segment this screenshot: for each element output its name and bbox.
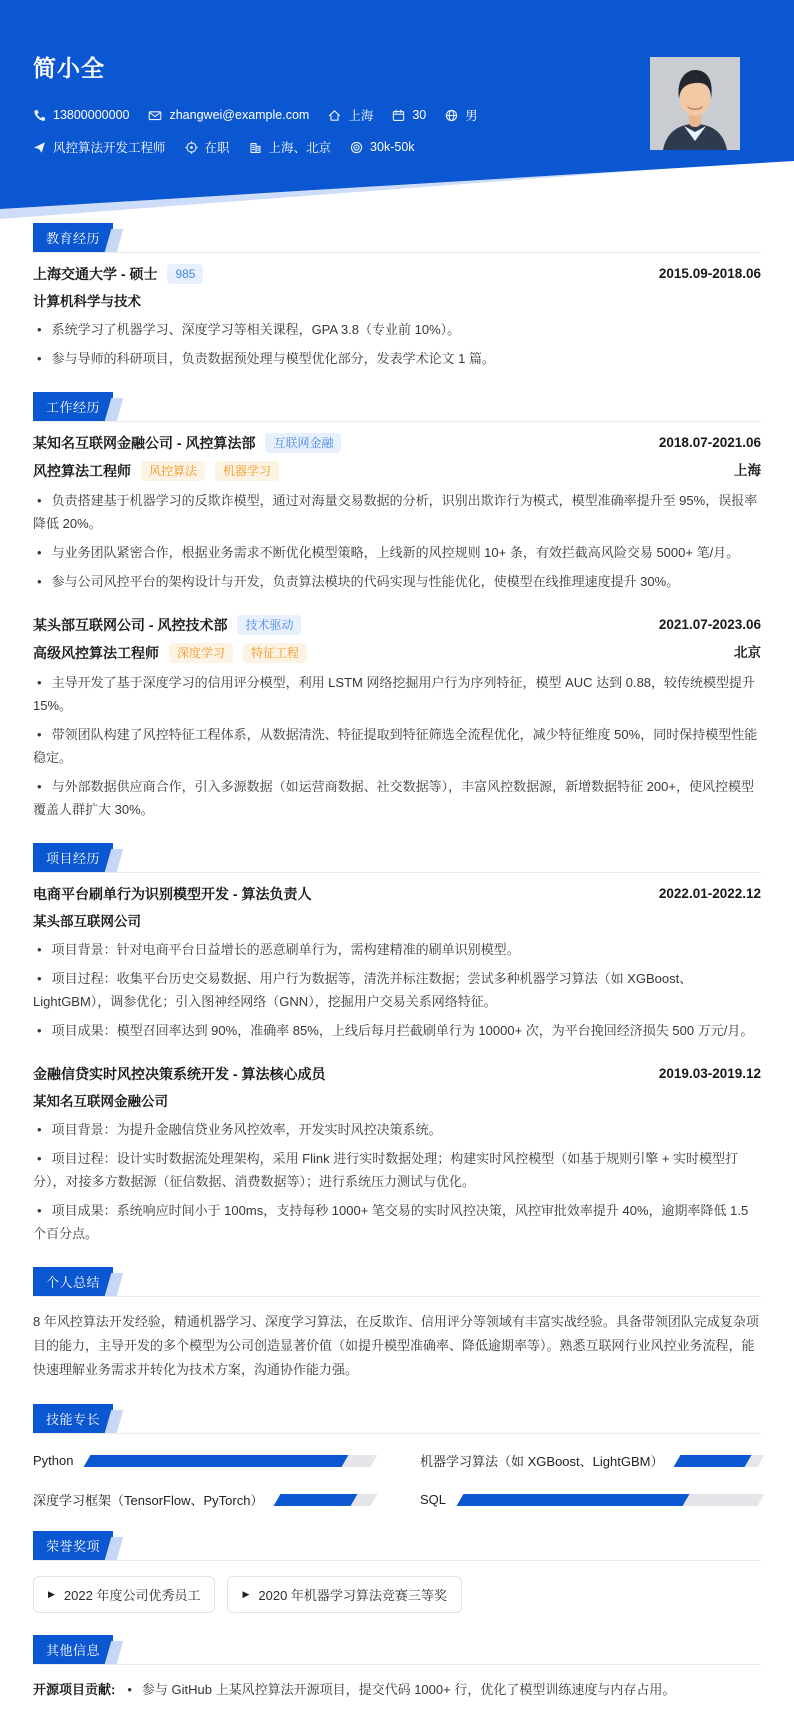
project-entry bbox=[33, 884, 761, 1042]
entry-header-row bbox=[33, 264, 761, 284]
skill-item bbox=[420, 1451, 761, 1470]
contact-text: 30k-50k bbox=[370, 140, 415, 154]
skill-fill bbox=[457, 1494, 690, 1506]
contact-text: 上海、北京 bbox=[268, 141, 332, 155]
contact-item bbox=[445, 106, 478, 124]
salary-icon bbox=[350, 141, 363, 154]
contact-text: 13800000000 bbox=[53, 108, 130, 122]
section-title-chip: 工作经历 bbox=[33, 392, 113, 421]
major-name: 计算机科学与技术 bbox=[33, 294, 141, 309]
home-icon bbox=[328, 109, 341, 122]
contact-item bbox=[350, 140, 414, 154]
bullet-dot: • bbox=[37, 779, 42, 794]
bullet-dot: • bbox=[37, 493, 42, 508]
bullet-dot: • bbox=[37, 1203, 42, 1218]
position-icon bbox=[33, 141, 46, 154]
bullet-dot: • bbox=[37, 574, 42, 589]
contact-text: zhangwei@example.com bbox=[169, 108, 310, 122]
avatar bbox=[650, 57, 740, 150]
project-name: 电商平台刷单行为识别模型开发 - 算法负责人 bbox=[33, 886, 312, 902]
education-entry bbox=[33, 264, 761, 370]
entry-header-row bbox=[33, 643, 761, 663]
skill-bar bbox=[274, 1494, 377, 1506]
section-header bbox=[33, 1531, 761, 1561]
other-info-line bbox=[33, 1678, 761, 1701]
contact-item bbox=[185, 138, 230, 156]
contact-text: 男 bbox=[465, 109, 478, 123]
bullet-dot: • bbox=[37, 1151, 42, 1166]
contact-item bbox=[328, 106, 373, 124]
bullet-item: • 项目背景：为提升金融信贷业务风控效率，开发实时风控决策系统。 bbox=[37, 1122, 442, 1137]
section-work bbox=[33, 392, 761, 821]
company-tag: 技术驱动 bbox=[237, 615, 301, 635]
section-header bbox=[33, 223, 761, 253]
section-title-chip: 技能专长 bbox=[33, 1404, 113, 1433]
contact-item bbox=[249, 138, 332, 156]
honor-chip[interactable] bbox=[227, 1576, 461, 1613]
bullet-item: • 项目背景：针对电商平台日益增长的恶意刷单行为，需构建精准的刷单识别模型。 bbox=[37, 942, 520, 957]
skill-item bbox=[33, 1490, 374, 1509]
contact-text: 30 bbox=[412, 108, 427, 122]
section-title-chip: 项目经历 bbox=[33, 843, 113, 872]
resume-photo bbox=[650, 57, 740, 150]
entry-header-row bbox=[33, 884, 761, 904]
bullet-dot: • bbox=[127, 1682, 132, 1697]
section-title-chip: 教育经历 bbox=[33, 223, 113, 252]
project-company: 某头部互联网公司 bbox=[33, 914, 141, 929]
bullet-dot: • bbox=[37, 1023, 42, 1038]
section-header bbox=[33, 1635, 761, 1665]
project-company: 某知名互联网金融公司 bbox=[33, 1094, 168, 1109]
section-title-chip: 荣誉奖项 bbox=[33, 1531, 113, 1560]
skill-label: 机器学习算法（如 XGBoost、LightGBM） bbox=[420, 1454, 664, 1469]
contact-text: 上海 bbox=[348, 109, 374, 123]
bullet-dot: • bbox=[37, 942, 42, 957]
skill-bar bbox=[674, 1455, 764, 1467]
bullet-item: • 项目成果：系统响应时间小于 100ms，支持每秒 1000+ 笔交易的实时风控决策，风控审批效率提升 40%，逾期率降低 1.5 个百分点。 bbox=[33, 1203, 749, 1241]
entry-header-row bbox=[33, 461, 761, 481]
skill-fill bbox=[84, 1455, 349, 1467]
bullet-dot: • bbox=[37, 675, 42, 690]
bullet-dot: • bbox=[37, 545, 42, 560]
work-entry bbox=[33, 615, 761, 821]
bullet-item: • 与外部数据供应商合作，引入多源数据（如运营商数据、社交数据等），丰富风控数据源，新增数据特征 200+，使风控模型覆盖人群扩大 30%。 bbox=[33, 779, 754, 817]
contact-item bbox=[33, 108, 129, 122]
honor-list bbox=[33, 1572, 761, 1613]
section-header bbox=[33, 1404, 761, 1434]
caret-right-icon: ▶ bbox=[242, 1589, 250, 1599]
role-tag: 深度学习 bbox=[169, 643, 233, 663]
contact-text: 在职 bbox=[204, 141, 230, 155]
bullet-item: • 主导开发了基于深度学习的信用评分模型，利用 LSTM 网络挖掘用户行为序列特征，模型 AUC 达到 0.88，较传统模型提升 15%。 bbox=[33, 675, 756, 713]
skill-item bbox=[420, 1490, 761, 1509]
section-header bbox=[33, 392, 761, 422]
bullet-item: • 项目过程：设计实时数据流处理架构，采用 Flink 进行实时数据处理；构建实时风控模型（如基于规则引擎 + 实时模型打分），对接多方数据源（征信数据、消费数据等）；进行系统压力测试与优化。 bbox=[33, 1151, 739, 1189]
skills-grid bbox=[33, 1445, 761, 1509]
skill-label: 深度学习框架（TensorFlow、PyTorch） bbox=[33, 1493, 264, 1508]
date-range: 2019.03-2019.12 bbox=[658, 1066, 761, 1081]
city-icon bbox=[249, 141, 262, 154]
school-name: 上海交通大学 - 硕士 bbox=[33, 266, 158, 282]
skill-fill bbox=[674, 1455, 752, 1467]
skill-bar bbox=[84, 1455, 377, 1467]
bullet-item: • 参与公司风控平台的架构设计与开发，负责算法模块的代码实现与性能优化，使模型在线推理速度提升 30%。 bbox=[37, 574, 680, 589]
company-name: 某头部互联网公司 - 风控技术部 bbox=[33, 617, 228, 633]
date-range: 2021.07-2023.06 bbox=[658, 617, 761, 632]
skill-label: Python bbox=[33, 1453, 74, 1468]
contact-item bbox=[33, 138, 166, 156]
bullet-item: • 与业务团队紧密合作，根据业务需求不断优化模型策略，上线新的风控规则 10+ 条，有效拦截高风险交易 5000+ 笔/月。 bbox=[37, 545, 740, 560]
role-name: 风控算法工程师 bbox=[33, 463, 131, 479]
school-tag: 985 bbox=[167, 264, 203, 284]
role-tag: 特征工程 bbox=[243, 643, 307, 663]
section-projects bbox=[33, 843, 761, 1245]
bullet-item: • 系统学习了机器学习、深度学习等相关课程，GPA 3.8（专业前 10%）。 bbox=[37, 322, 461, 337]
date-range: 2018.07-2021.06 bbox=[658, 435, 761, 450]
work-location: 北京 bbox=[734, 645, 761, 660]
bullet-dot: • bbox=[37, 322, 42, 337]
candidate-name: 简小全 bbox=[33, 55, 105, 81]
summary-text: 8 年风控算法开发经验，精通机器学习、深度学习算法，在反欺诈、信用评分等领域有丰富实战经验。具备带领团队完成复杂项目的能力，主导开发的多个模型为公司创造显著价值（如提升模型准确率、降低逾期率等）。熟悉互联网行业风控业务流程，能快速理解业务需求并转化为技术方案，沟通协作能力强。 bbox=[33, 1314, 759, 1377]
mail-icon bbox=[148, 109, 162, 122]
project-entry bbox=[33, 1064, 761, 1245]
bullet-item: • 项目过程：收集平台历史交易数据、用户行为数据等，清洗并标注数据；尝试多种机器学习算法（如 XGBoost、LightGBM），调参优化；引入图神经网络（GNN），挖掘用户交易关系网络特征。 bbox=[33, 971, 693, 1009]
work-entry bbox=[33, 433, 761, 593]
work-entries bbox=[33, 422, 761, 821]
date-range: 2015.09-2018.06 bbox=[658, 266, 761, 281]
other-info-label: 开源项目贡献: bbox=[33, 1682, 116, 1697]
skill-item bbox=[33, 1451, 374, 1470]
section-header bbox=[33, 843, 761, 873]
project-entries bbox=[33, 873, 761, 1245]
company-name: 某知名互联网金融公司 - 风控算法部 bbox=[33, 435, 256, 451]
work-location: 上海 bbox=[734, 463, 761, 478]
section-skills bbox=[33, 1404, 761, 1509]
bullet-item: • 项目成果：模型召回率达到 90%，准确率 85%，上线后每月拦截刷单行为 10000+ 次，为平台挽回经济损失 500 万元/月。 bbox=[37, 1023, 754, 1038]
section-other bbox=[33, 1635, 761, 1701]
other-info-text: 参与 GitHub 上某风控算法开源项目，提交代码 1000+ 行，优化了模型训练速度与内存占用。 bbox=[141, 1682, 676, 1697]
skill-label: SQL bbox=[420, 1492, 447, 1507]
phone-icon bbox=[33, 109, 46, 122]
section-title-chip: 其他信息 bbox=[33, 1635, 113, 1664]
section-header bbox=[33, 1267, 761, 1297]
bullet-item: • 负责搭建基于机器学习的反欺诈模型，通过对海量交易数据的分析，识别出欺诈行为模式，模型准确率提升至 95%，误报率降低 20%。 bbox=[33, 493, 758, 531]
header-banner bbox=[0, 0, 794, 222]
bullet-item: • 参与导师的科研项目，负责数据预处理与模型优化部分，发表学术论文 1 篇。 bbox=[37, 351, 496, 366]
age-icon bbox=[392, 109, 405, 122]
bullet-dot: • bbox=[37, 727, 42, 742]
honor-text: 2020 年机器学习算法竞赛三等奖 bbox=[258, 1588, 447, 1603]
bullet-dot: • bbox=[37, 351, 42, 366]
entry-header-row bbox=[33, 433, 761, 453]
section-summary bbox=[33, 1267, 761, 1382]
skill-fill bbox=[274, 1494, 358, 1506]
gender-icon bbox=[445, 109, 458, 122]
skill-bar bbox=[457, 1494, 765, 1506]
company-tag: 互联网金融 bbox=[265, 433, 341, 453]
role-name: 高级风控算法工程师 bbox=[33, 645, 159, 661]
education-entries bbox=[33, 253, 761, 370]
entry-header-row bbox=[33, 615, 761, 635]
project-name: 金融信贷实时风控决策系统开发 - 算法核心成员 bbox=[33, 1066, 326, 1082]
contact-item bbox=[148, 108, 309, 122]
section-title-chip: 个人总结 bbox=[33, 1267, 113, 1296]
date-range: 2022.01-2022.12 bbox=[658, 886, 761, 901]
status-icon bbox=[185, 141, 198, 154]
bullet-dot: • bbox=[37, 1122, 42, 1137]
entry-header-row bbox=[33, 1064, 761, 1084]
role-tag: 风控算法 bbox=[141, 461, 205, 481]
honor-text: 2022 年度公司优秀员工 bbox=[63, 1588, 201, 1603]
contact-item bbox=[392, 108, 426, 122]
caret-right-icon: ▶ bbox=[48, 1589, 55, 1599]
section-honors bbox=[33, 1531, 761, 1613]
section-education bbox=[33, 223, 761, 370]
role-tag: 机器学习 bbox=[215, 461, 279, 481]
honor-chip[interactable] bbox=[33, 1576, 215, 1613]
contact-text: 风控算法开发工程师 bbox=[53, 141, 166, 155]
bullet-item: • 带领团队构建了风控特征工程体系，从数据清洗、特征提取到特征筛选全流程优化，减少特征维度 50%，同时保持模型性能稳定。 bbox=[33, 727, 758, 765]
bullet-dot: • bbox=[37, 971, 42, 986]
